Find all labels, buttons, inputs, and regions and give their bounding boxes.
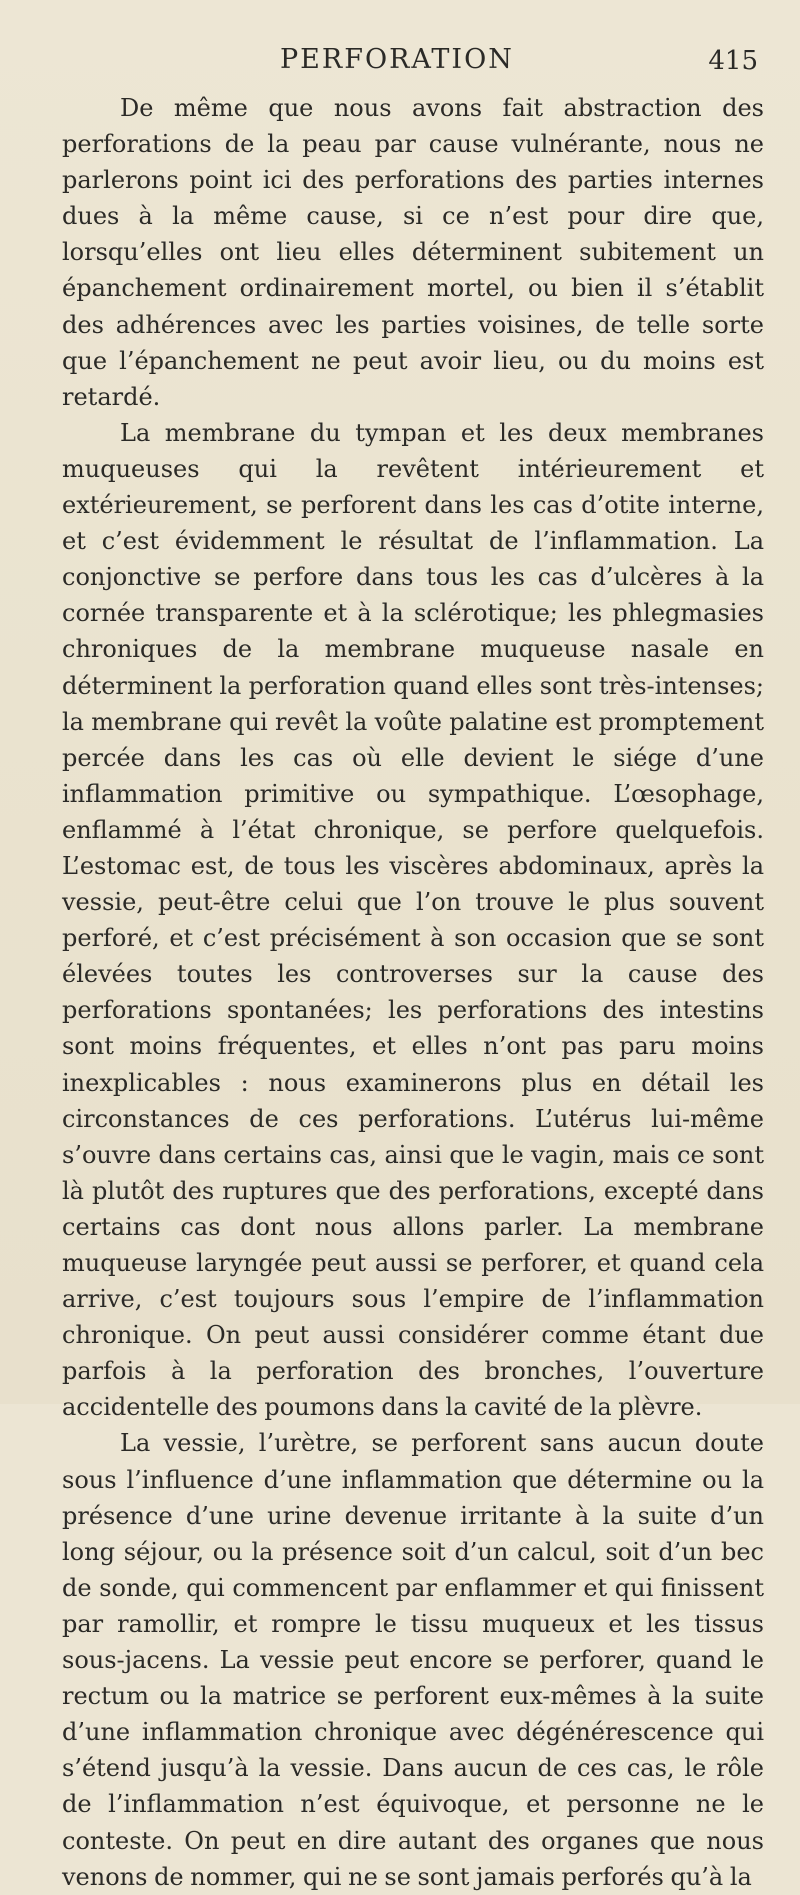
paragraph-3: La vessie, l’urètre, se perforent sans aucun doute sous l’influence d’une inflammation que détermine ou la présence d’une urine devenue irritante à la suite d’un long séjour, ou la présence soit d’un calcul, soit d’un bec de sonde, qui commencent par enflammer et qui finissent par ramollir, et rompre le tissu muqueux et les tissus sous-jacens. La vessie peut encore se perforer, quand le rectum ou la matrice se perforent eux-mêmes à la suite d’une inflammation chronique avec dégénérescence qui s’étend jusqu’à la vessie. Dans aucun de ces cas, le rôle de l’inflammation n’est équivoque, et personne ne le conteste. On peut en dire autant des organes que nous venons de nommer, qui ne se sont jamais perforés qu’à la (62, 1429, 764, 1891)
paragraph-1: De même que nous avons fait abstraction des perforations de la peau par cause vulnérante, nous ne parlerons point ici des perforations des parties internes dues à la même cause, si ce n’est pour dire que, lorsqu’elles ont lieu elles déterminent subitement un épanchement ordinairement mortel, ou bien il s’établit des adhérences avec les parties voisines, de telle sorte que l’épanchement ne peut avoir lieu, ou du moins est retardé. (62, 94, 764, 411)
page-header (62, 44, 764, 86)
paragraph-2: La membrane du tympan et les deux membranes muqueuses qui la revêtent intérieurement et extérieurement, se perforent dans les cas d’otite interne, et c’est évidemment le résultat de l’inflammation. La conjonctive se perfore dans tous les cas d’ulcères à la cornée transparente et à la sclérotique; les phlegmasies chroniques de la membrane muqueuse nasale en déterminent la perforation quand elles sont très-intenses; la membrane qui revêt la voûte palatine est promptement percée dans les cas où elle devient le siége d’une inflammation primitive ou sympathique. L’œsophage, enflammé à l’état chronique, se perfore quelquefois. L’estomac est, de tous les viscères abdominaux, après la vessie, peut-être celui que l’on trouve le plus souvent perforé, et c’est précisément à son occasion que se sont élevées toutes les controverses sur la cause des perforations spontanées; les perforations des intestins sont moins fréquentes, et elles n’ont pas paru moins inexplicables : nous examinerons plus en détail les circonstances de ces perforations. L’utérus lui-même s’ouvre dans certains cas, ainsi que le vagin, mais ce sont là plutôt des ruptures que des perforations, excepté dans certains cas dont nous allons parler. La membrane muqueuse laryngée peut aussi se perforer, et quand cela arrive, c’est toujours sous l’empire de l’inflammation chronique. On peut aussi considérer comme étant due parfois à la perforation des bronches, l’ouverture accidentelle des poumons dans la cavité de la plèvre. (62, 418, 764, 1422)
running-title: PERFORATION (280, 44, 514, 75)
page-number: 415 (708, 46, 758, 76)
body-text (62, 90, 764, 1895)
